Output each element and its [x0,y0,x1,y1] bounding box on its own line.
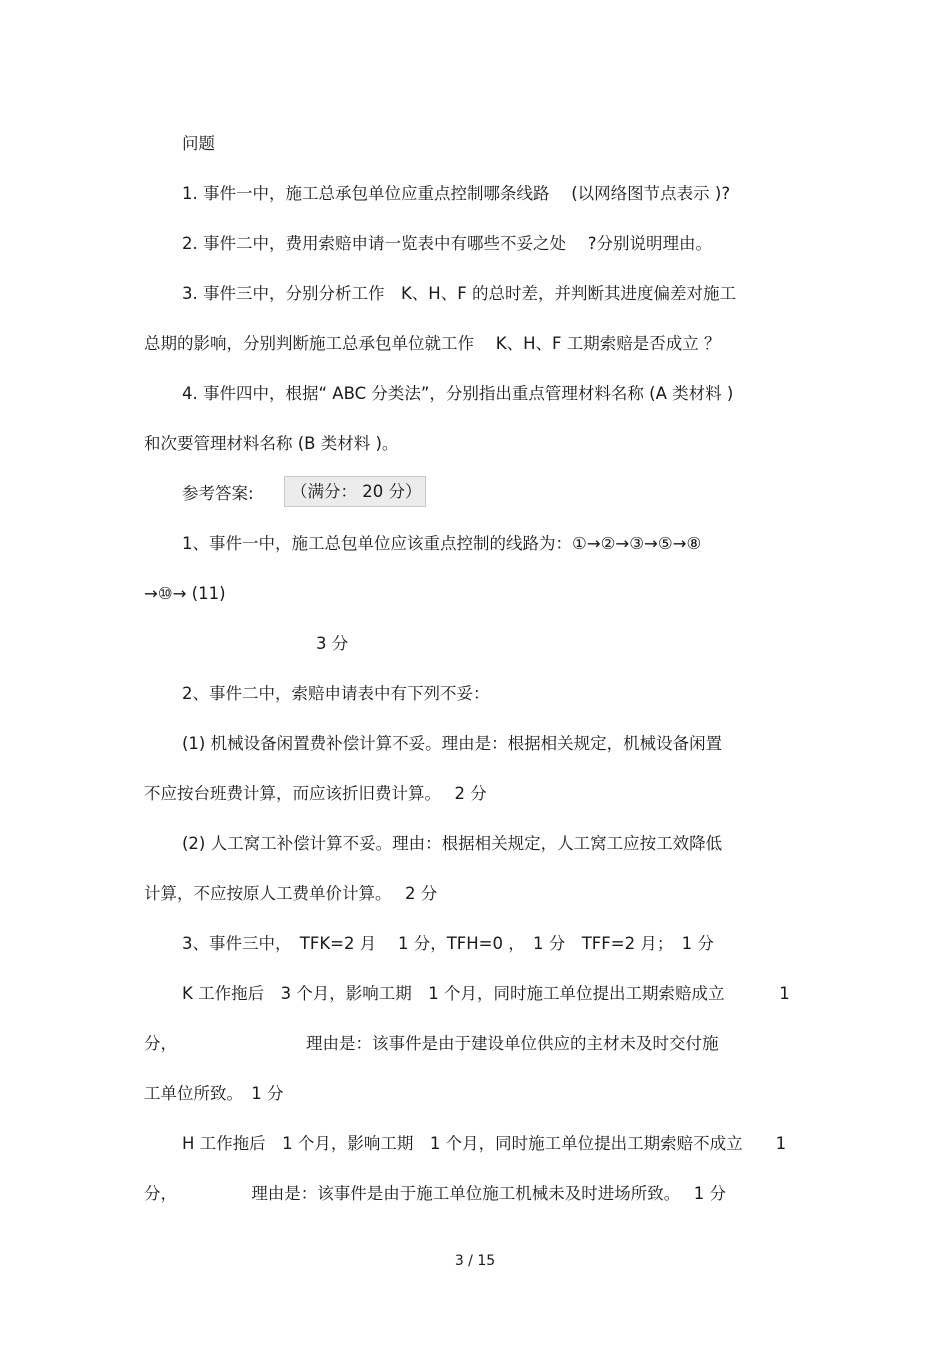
question-line: 3. 事件三中，分别分析工作 K、H、F 的总时差，并判断其进度偏差对施工 [182,284,736,303]
answer-line: 分， 理由是：该事件是由于施工单位施工机械未及时进场所致。 1 分 [144,1184,726,1203]
question-line: 总期的影响，分别判断施工总承包单位就工作 K、H、F 工期索赔是否成立 ？ [144,334,721,353]
answer-line: 1、事件一中，施工总包单位应该重点控制的线路为：①→②→③→⑤→⑧ [182,534,702,553]
page-number: 3 / 15 [454,1253,496,1269]
answer-line: H 工作拖后 1 个月，影响工期 1 个月，同时施工单位提出工期索赔不成立 1 [182,1134,787,1153]
answer-line: →⑩→ (11) [144,584,226,603]
question-line: 2. 事件二中，费用索赔申请一览表中有哪些不妥之处 ?分别说明理由。 [182,234,712,253]
answer-line: 分， 理由是：该事件是由于建设单位供应的主材未及时交付施 [144,1034,719,1053]
answer-line: 3、事件三中， TFK=2 月 1 分，TFH=0 ， 1 分 TFF=2 月； 1 分 [182,934,714,953]
question-line: 4. 事件四中，根据“ ABC 分类法”，分别指出重点管理材料名称 (A 类材料 ) [182,384,734,403]
full-score-box: （满分： 20 分） [284,476,426,507]
answer-line: 计算，不应按原人工费单价计算。 2 分 [144,884,438,903]
answer-line: 不应按台班费计算，而应该折旧费计算。 2 分 [144,784,487,803]
question-line: 1. 事件一中，施工总承包单位应重点控制哪条线路 (以网络图节点表示 )? [182,184,731,203]
answer-line: (1) 机械设备闲置费补偿计算不妥。理由是：根据相关规定，机械设备闲置 [182,734,723,753]
answer-line: (2) 人工窝工补偿计算不妥。理由：根据相关规定，人工窝工应按工效降低 [182,834,723,853]
answer-score: 3 分 [316,634,349,653]
section-heading: 问题 [182,134,215,153]
answer-label: 参考答案: [182,484,254,503]
question-line: 和次要管理材料名称 (B 类材料 )。 [144,434,399,453]
answer-line: 2、事件二中，索赔申请表中有下列不妥： [182,684,490,703]
answer-line: K 工作拖后 3 个月，影响工期 1 个月，同时施工单位提出工期索赔成立 1 [182,984,790,1003]
answer-line: 工单位所致。 1 分 [144,1084,284,1103]
